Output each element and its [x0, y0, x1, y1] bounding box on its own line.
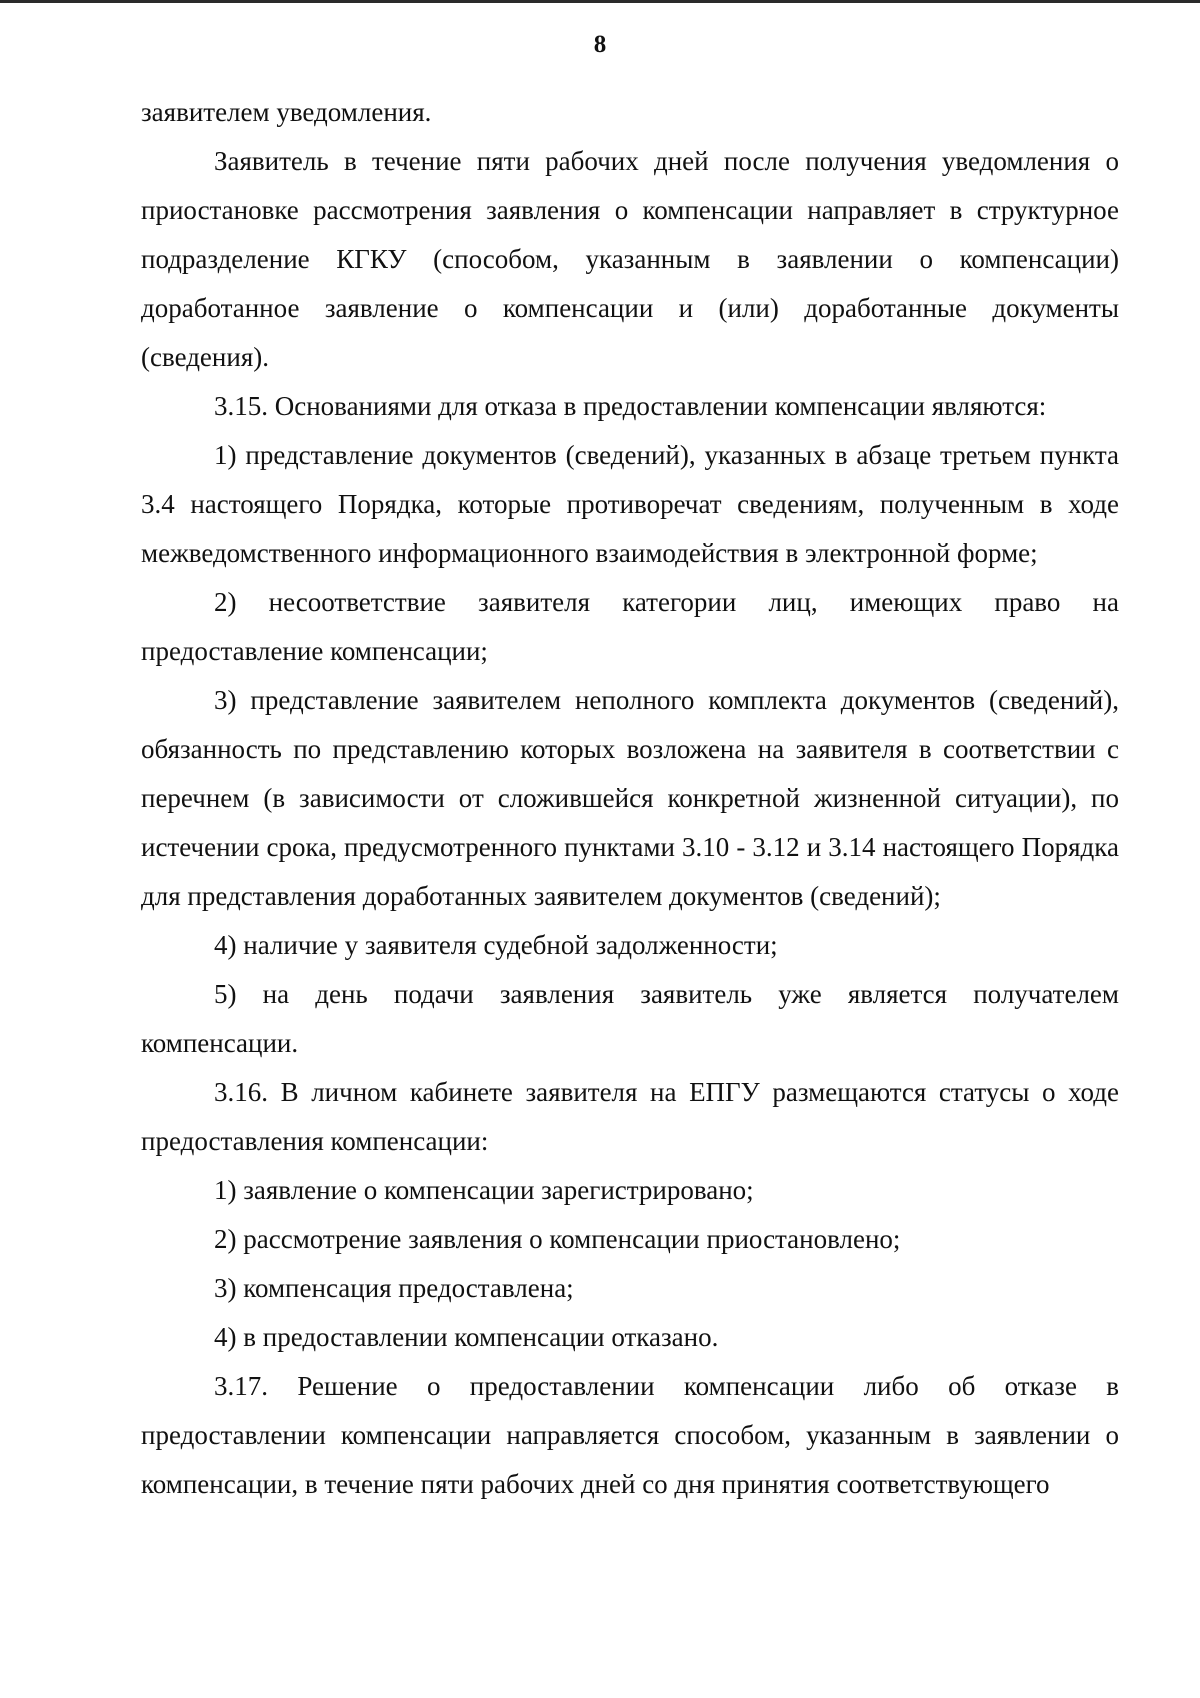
list-item-status-3: 3) компенсация предоставлена; [214, 1273, 574, 1303]
list-item-refusal-5: 5) на день подачи заявления заявитель уже является получателем компенсации. [141, 979, 1119, 1058]
paragraph-continuation: заявителем уведомления. [141, 97, 432, 127]
scan-top-edge-line [0, 0, 1200, 3]
list-item-status-2: 2) рассмотрение заявления о компенсации приостановлено; [214, 1224, 901, 1254]
list-item-status-1: 1) заявление о компенсации зарегистрировано; [214, 1175, 754, 1205]
paragraph-3-16-heading: 3.16. В личном кабинете заявителя на ЕПГУ размещаются статусы о ходе предоставления компенсации: [141, 1077, 1119, 1156]
list-item-refusal-2: 2) несоответствие заявителя категории лиц, имеющих право на предоставление компенсации; [141, 587, 1119, 666]
list-item-status-4: 4) в предоставлении компенсации отказано. [214, 1322, 719, 1352]
paragraph-3-15-heading: 3.15. Основаниями для отказа в предоставлении компенсации являются: [214, 391, 1047, 421]
list-item-refusal-3: 3) представление заявителем неполного комплекта документов (сведений), обязанность по представлению которых возложена на заявителя в соответствии с перечнем (в зависимости от сложившейся конкретной жизненной ситуации), по истечении срока, предусмотренного пунктами 3.10 - 3.12 и 3.14 настоящего Порядка для представления доработанных заявителем документов (сведений); [141, 685, 1119, 911]
list-item-refusal-4: 4) наличие у заявителя судебной задолженности; [214, 930, 778, 960]
paragraph-resubmission: Заявитель в течение пяти рабочих дней после получения уведомления о приостановке рассмотрения заявления о компенсации направляет в структурное подразделение КГКУ (способом, указанным в заявлении о компенсации) доработанное заявление о компенсации и (или) доработанные документы (сведения). [141, 146, 1119, 372]
document-body [141, 88, 1119, 1509]
paragraph-3-17: 3.17. Решение о предоставлении компенсации либо об отказе в предоставлении компенсации направляется способом, указанным в заявлении о компенсации, в течение пяти рабочих дней со дня принятия соответствующего [141, 1371, 1119, 1499]
page-number: 8 [593, 31, 607, 58]
list-item-refusal-1: 1) представление документов (сведений), указанных в абзаце третьем пункта 3.4 настоящего Порядка, которые противоречат сведениям, полученным в ходе межведомственного информационного взаимодействия в электронной форме; [141, 440, 1119, 568]
